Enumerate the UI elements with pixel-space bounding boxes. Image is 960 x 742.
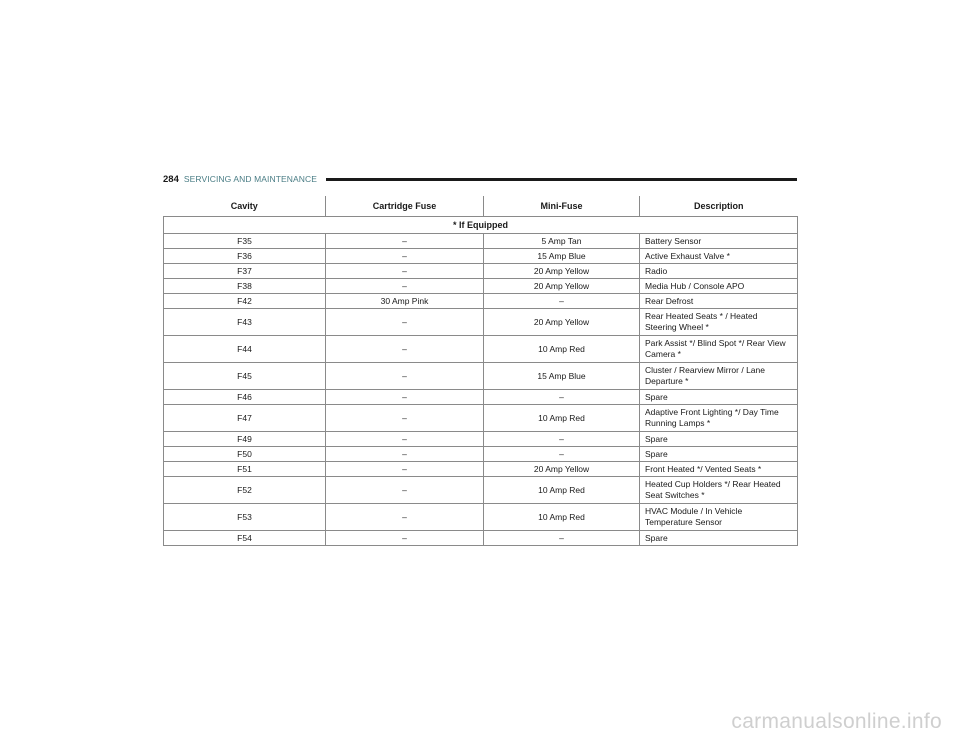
cartridge-fuse-cell: – bbox=[326, 447, 484, 462]
description-cell: Spare bbox=[640, 390, 798, 405]
table-row bbox=[164, 363, 798, 390]
mini-fuse-cell: 15 Amp Blue bbox=[484, 363, 640, 390]
cartridge-fuse-cell: – bbox=[326, 336, 484, 363]
cavity-cell: F35 bbox=[164, 234, 326, 249]
header-rule bbox=[326, 178, 797, 181]
note-row bbox=[164, 217, 798, 234]
cartridge-fuse-cell: – bbox=[326, 462, 484, 477]
mini-fuse-cell: 10 Amp Red bbox=[484, 336, 640, 363]
watermark: carmanualsonline.info bbox=[731, 710, 942, 733]
table-row bbox=[164, 477, 798, 504]
description-cell: Rear Defrost bbox=[640, 294, 798, 309]
cavity-cell: F38 bbox=[164, 279, 326, 294]
table-row bbox=[164, 264, 798, 279]
cartridge-fuse-cell: – bbox=[326, 363, 484, 390]
table-header bbox=[164, 196, 798, 217]
table-row bbox=[164, 462, 798, 477]
table-row bbox=[164, 234, 798, 249]
cartridge-fuse-cell: – bbox=[326, 432, 484, 447]
table-row bbox=[164, 294, 798, 309]
page-header bbox=[163, 172, 797, 186]
cavity-cell: F44 bbox=[164, 336, 326, 363]
mini-fuse-cell: – bbox=[484, 447, 640, 462]
table-row bbox=[164, 432, 798, 447]
mini-fuse-cell: 10 Amp Red bbox=[484, 477, 640, 504]
fuse-table bbox=[163, 196, 798, 546]
mini-fuse-cell: 10 Amp Red bbox=[484, 405, 640, 432]
cartridge-fuse-cell: – bbox=[326, 405, 484, 432]
cavity-cell: F47 bbox=[164, 405, 326, 432]
if-equipped-note: * If Equipped bbox=[164, 217, 798, 234]
table-row bbox=[164, 531, 798, 546]
cavity-cell: F52 bbox=[164, 477, 326, 504]
description-cell: Park Assist */ Blind Spot */ Rear View Camera * bbox=[640, 336, 798, 363]
description-cell: Rear Heated Seats * / Heated Steering Wheel * bbox=[640, 309, 798, 336]
description-cell: Radio bbox=[640, 264, 798, 279]
description-cell: Battery Sensor bbox=[640, 234, 798, 249]
cartridge-fuse-cell: – bbox=[326, 279, 484, 294]
column-header-description: Description bbox=[640, 196, 798, 217]
description-cell: Active Exhaust Valve * bbox=[640, 249, 798, 264]
table-row bbox=[164, 447, 798, 462]
table-body bbox=[164, 217, 798, 546]
description-cell: Heated Cup Holders */ Rear Heated Seat Switches * bbox=[640, 477, 798, 504]
mini-fuse-cell: 20 Amp Yellow bbox=[484, 264, 640, 279]
cavity-cell: F36 bbox=[164, 249, 326, 264]
description-cell: Spare bbox=[640, 447, 798, 462]
table-row bbox=[164, 309, 798, 336]
cavity-cell: F50 bbox=[164, 447, 326, 462]
cavity-cell: F45 bbox=[164, 363, 326, 390]
cartridge-fuse-cell: – bbox=[326, 531, 484, 546]
description-cell: Spare bbox=[640, 531, 798, 546]
section-title: SERVICING AND MAINTENANCE bbox=[183, 174, 318, 184]
description-cell: Spare bbox=[640, 432, 798, 447]
cartridge-fuse-cell: – bbox=[326, 234, 484, 249]
mini-fuse-cell: 10 Amp Red bbox=[484, 504, 640, 531]
table-row bbox=[164, 504, 798, 531]
cartridge-fuse-cell: 30 Amp Pink bbox=[326, 294, 484, 309]
mini-fuse-cell: – bbox=[484, 531, 640, 546]
cavity-cell: F53 bbox=[164, 504, 326, 531]
cartridge-fuse-cell: – bbox=[326, 249, 484, 264]
mini-fuse-cell: – bbox=[484, 432, 640, 447]
cartridge-fuse-cell: – bbox=[326, 390, 484, 405]
mini-fuse-cell: 15 Amp Blue bbox=[484, 249, 640, 264]
cartridge-fuse-cell: – bbox=[326, 264, 484, 279]
description-cell: Cluster / Rearview Mirror / Lane Departure * bbox=[640, 363, 798, 390]
mini-fuse-cell: 20 Amp Yellow bbox=[484, 462, 640, 477]
table-row bbox=[164, 279, 798, 294]
cavity-cell: F54 bbox=[164, 531, 326, 546]
cavity-cell: F43 bbox=[164, 309, 326, 336]
table-row bbox=[164, 249, 798, 264]
cavity-cell: F37 bbox=[164, 264, 326, 279]
cavity-cell: F42 bbox=[164, 294, 326, 309]
cavity-cell: F46 bbox=[164, 390, 326, 405]
table-row bbox=[164, 390, 798, 405]
description-cell: Media Hub / Console APO bbox=[640, 279, 798, 294]
column-header-mini-fuse: Mini-Fuse bbox=[484, 196, 640, 217]
mini-fuse-cell: 20 Amp Yellow bbox=[484, 279, 640, 294]
mini-fuse-cell: – bbox=[484, 294, 640, 309]
cartridge-fuse-cell: – bbox=[326, 309, 484, 336]
cartridge-fuse-cell: – bbox=[326, 504, 484, 531]
description-cell: Adaptive Front Lighting */ Day Time Running Lamps * bbox=[640, 405, 798, 432]
mini-fuse-cell: – bbox=[484, 390, 640, 405]
cavity-cell: F51 bbox=[164, 462, 326, 477]
column-header-cartridge-fuse: Cartridge Fuse bbox=[326, 196, 484, 217]
table-row bbox=[164, 405, 798, 432]
mini-fuse-cell: 5 Amp Tan bbox=[484, 234, 640, 249]
description-cell: HVAC Module / In Vehicle Temperature Sensor bbox=[640, 504, 798, 531]
table-row bbox=[164, 336, 798, 363]
column-header-cavity: Cavity bbox=[164, 196, 326, 217]
cartridge-fuse-cell: – bbox=[326, 477, 484, 504]
cavity-cell: F49 bbox=[164, 432, 326, 447]
page-number: 284 bbox=[163, 173, 179, 185]
mini-fuse-cell: 20 Amp Yellow bbox=[484, 309, 640, 336]
description-cell: Front Heated */ Vented Seats * bbox=[640, 462, 798, 477]
